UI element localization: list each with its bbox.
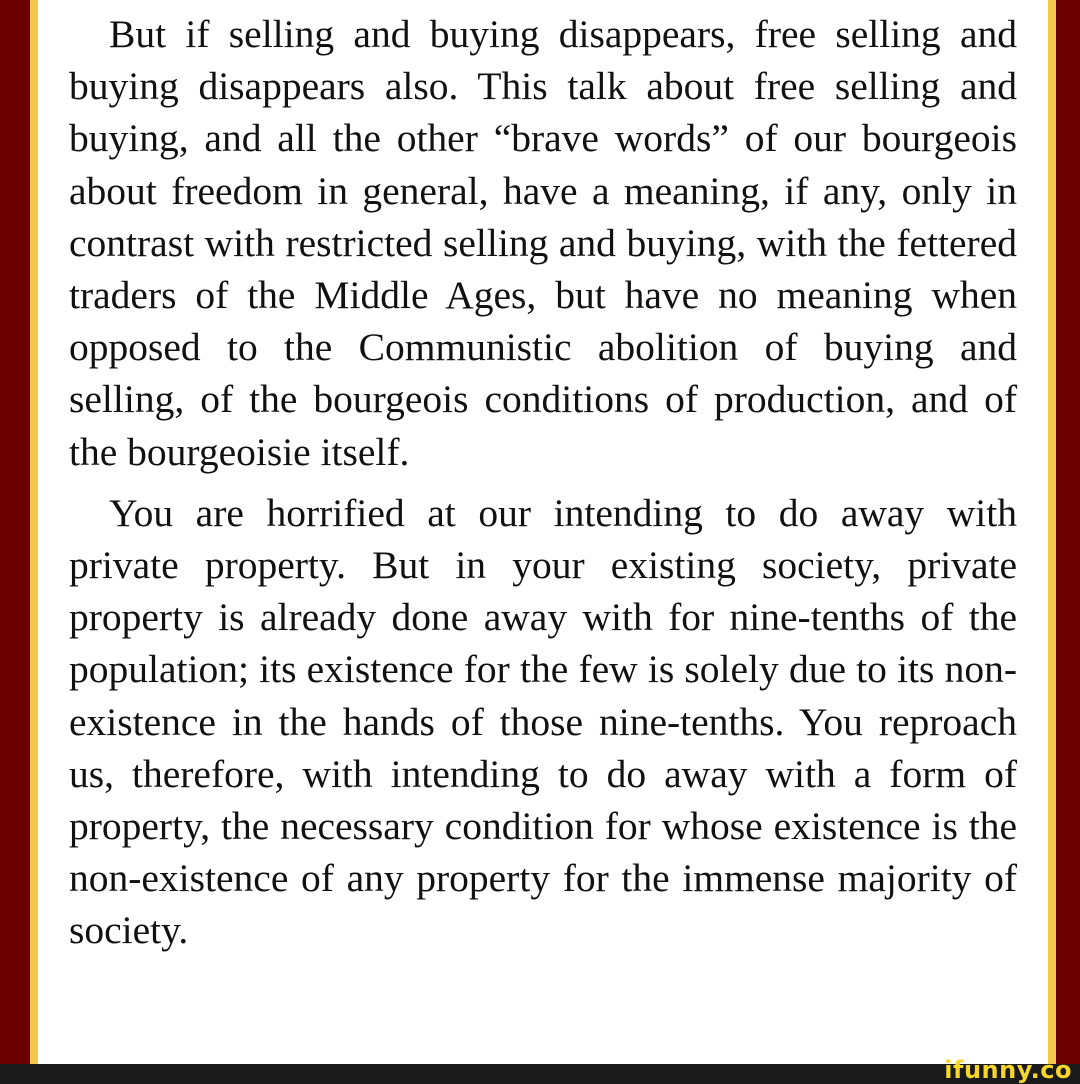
ifunny-watermark: ifunny.co bbox=[944, 1056, 1072, 1084]
document-body bbox=[69, 8, 1017, 957]
bottom-bar bbox=[0, 1064, 1080, 1084]
paragraph-2: You are horrified at our intending to do away with private property. But in your existing society, private property is already done away with for nine-tenths of the population; its existence for the few is solely due to its non-existence in the hands of those nine-tenths. You reproach us, therefore, with intending to do away with a form of property, the necessary condition for whose existence is the non-existence of any property for the immense majority of society. bbox=[69, 490, 1017, 953]
paragraph-1: But if selling and buying disappears, free selling and buying disappears also. This talk about free selling and buying, and all the other “brave words” of our bourgeois about freedom in general, have a meaning, if any, only in contrast with restricted selling and buying, with the fettered traders of the Middle Ages, but have no meaning when opposed to the Communistic abolition of buying and selling, of the bourgeois conditions of production, and of the bourgeoisie itself. bbox=[69, 12, 1017, 474]
text-page bbox=[38, 0, 1048, 1064]
